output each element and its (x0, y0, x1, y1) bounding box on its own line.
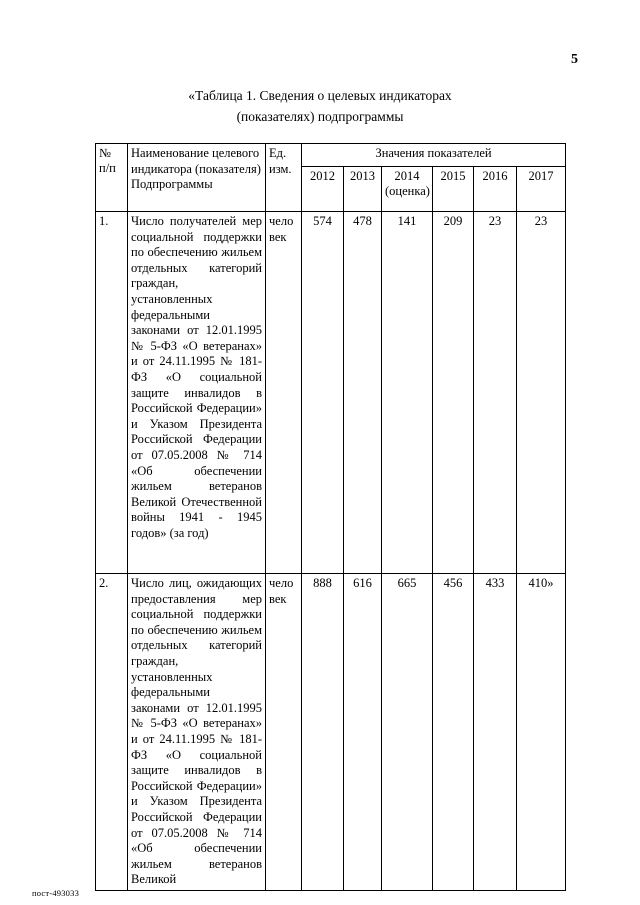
row-number: 1. (96, 212, 128, 574)
value-2012: 574 (302, 212, 344, 574)
indicators-table (95, 143, 566, 891)
header-year-2014: 2014 (оценка) (382, 167, 433, 212)
header-unit: Ед. изм. (266, 144, 302, 212)
value-2017: 410» (517, 574, 566, 891)
value-2017: 23 (517, 212, 566, 574)
page-number: 5 (571, 52, 578, 67)
header-num: № п/п (96, 144, 128, 212)
table-header-row-1 (96, 144, 566, 167)
value-2013: 478 (344, 212, 382, 574)
row-number: 2. (96, 574, 128, 891)
value-2014: 665 (382, 574, 433, 891)
value-2016: 23 (474, 212, 517, 574)
title-line-2: (показателях) подпрограммы (236, 109, 404, 124)
value-2014: 141 (382, 212, 433, 574)
value-2013: 616 (344, 574, 382, 891)
indicator-name: Число получателей мер социальной поддержки по обеспечению жильем отдельных категорий граждан, установленных федеральными законами от 12.01.1995 № 5-ФЗ «О ветеранах» и от 24.11.1995 № 181-ФЗ «О социальной защите инвалидов в Российской Федерации» и Указом Президента Российской Федерации от 07.05.2008 № 714 «Об обеспечении жильем ветеранов Великой Отечественной войны 1941 - 1945 годов» (за год) (128, 212, 266, 574)
title-line-1: «Таблица 1. Сведения о целевых индикаторах (188, 88, 452, 103)
header-name: Наименование целевого индикатора (показателя) Подпрограммы (128, 144, 266, 212)
value-2012: 888 (302, 574, 344, 891)
header-year-2013: 2013 (344, 167, 382, 212)
value-2015: 209 (433, 212, 474, 574)
table-row (96, 212, 566, 574)
value-2015: 456 (433, 574, 474, 891)
header-year-2017: 2017 (517, 167, 566, 212)
unit-cell: человек (266, 212, 302, 574)
footer-stamp: пост-493033 (32, 888, 80, 898)
document-title (0, 85, 640, 127)
value-2016: 433 (474, 574, 517, 891)
indicator-name: Число лиц, ожидающих предоставления мер социальной поддержки по обеспечению жильем отдельных категорий граждан, установленных федеральными законами от 12.01.1995 № 5-ФЗ «О ветеранах» и от 24.11.1995 № 181-ФЗ «О социальной защите инвалидов в Российской Федерации» и Указом Президента Российской Федерации от 07.05.2008 № 714 «Об обеспечении жильем ветеранов Великой (128, 574, 266, 891)
header-year-2016: 2016 (474, 167, 517, 212)
header-year-2012: 2012 (302, 167, 344, 212)
unit-cell: человек (266, 574, 302, 891)
header-year-2015: 2015 (433, 167, 474, 212)
header-values-group: Значения показателей (302, 144, 566, 167)
table-row (96, 574, 566, 891)
